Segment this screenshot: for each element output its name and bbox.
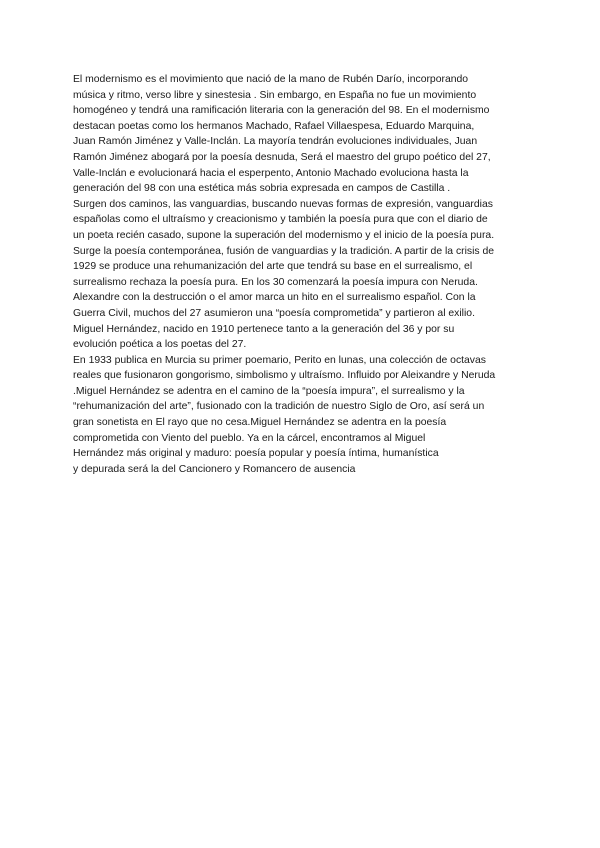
text-line: Miguel Hernández, nacido en 1910 pertenece tanto a la generación del 36 y por su <box>73 323 455 335</box>
text-line: y depurada será la del Cancionero y Romancero de ausencia <box>73 463 356 475</box>
text-line: Alexandre con la destrucción o el amor marca un hito en el surrealismo español. Con la <box>73 292 476 304</box>
text-line: destacan poetas como los hermanos Machado, Rafael Villaespesa, Eduardo Marquina, <box>73 120 475 132</box>
text-line: “rehumanización del arte”, fusionado con la tradición de nuestro Siglo de Oro, así será un <box>73 401 485 413</box>
text-line: El modernismo es el movimiento que nació de la mano de Rubén Darío, incorporando <box>73 74 469 85</box>
text-line: Juan Ramón Jiménez y Valle-Inclán. La mayoría tendrán evoluciones individuales, Juan <box>73 136 478 148</box>
text-line: .Miguel Hernández se adentra en el camino de la “poesía impura”, el surrealismo y la <box>73 385 465 397</box>
text-line: Surge la poesía contemporánea, fusión de vanguardias y la tradición. A partir de la crisis de <box>73 245 495 257</box>
text-line: 1929 se produce una rehumanización del arte que tendrá su base en el surrealismo, el <box>73 261 473 273</box>
text-line: Guerra Civil, muchos del 27 asumieron una “poesía comprometida” y partieron al exilio. <box>73 307 475 319</box>
text-line: reales que fusionaron gongorismo, simbolismo y ultraísmo. Influido por Aleixandre y Neruda <box>73 370 496 382</box>
text-line: comprometida con Viento del pueblo. Ya en la cárcel, encontramos al Miguel <box>73 432 426 444</box>
text-line: Valle-Inclán e evolucionará hacia el esperpento, Antonio Machado evoluciona hasta la <box>73 167 469 179</box>
text-line: En 1933 publica en Murcia su primer poemario, Perito en lunas, una colección de octavas <box>73 354 486 366</box>
text-line: gran sonetista en El rayo que no cesa.Miguel Hernández se adentra en la poesía <box>73 417 447 429</box>
text-line: Surgen dos caminos, las vanguardias, buscando nuevas formas de expresión, vanguardias <box>73 198 493 210</box>
text-line: Hernández más original y maduro: poesía popular y poesía íntima, humanística <box>73 448 439 460</box>
text-line: evolución poética a los poetas del 27. <box>73 339 247 351</box>
text-line: españolas como el ultraísmo y creacionismo y también la poesía pura que con el diario de <box>73 214 488 226</box>
text-line: surrealismo rechaza la poesía pura. En los 30 comenzará la poesía impura con Neruda. <box>73 276 478 288</box>
text-line: Ramón Jiménez abogará por la poesía desnuda, Será el maestro del grupo poético del 27, <box>73 151 491 163</box>
text-line: generación del 98 con una estética más sobria expresada en campos de Castilla . <box>73 183 451 195</box>
body-text <box>73 72 543 477</box>
text-line: música y ritmo, verso libre y sinestesia . Sin embargo, en España no fue un movimiento <box>73 89 477 101</box>
text-line: un poeta recién casado, supone la superación del modernismo y el inicio de la poesía pura. <box>73 229 495 241</box>
text-line: homogéneo y tendrá una ramificación literaria con la generación del 98. En el modernismo <box>73 105 490 117</box>
